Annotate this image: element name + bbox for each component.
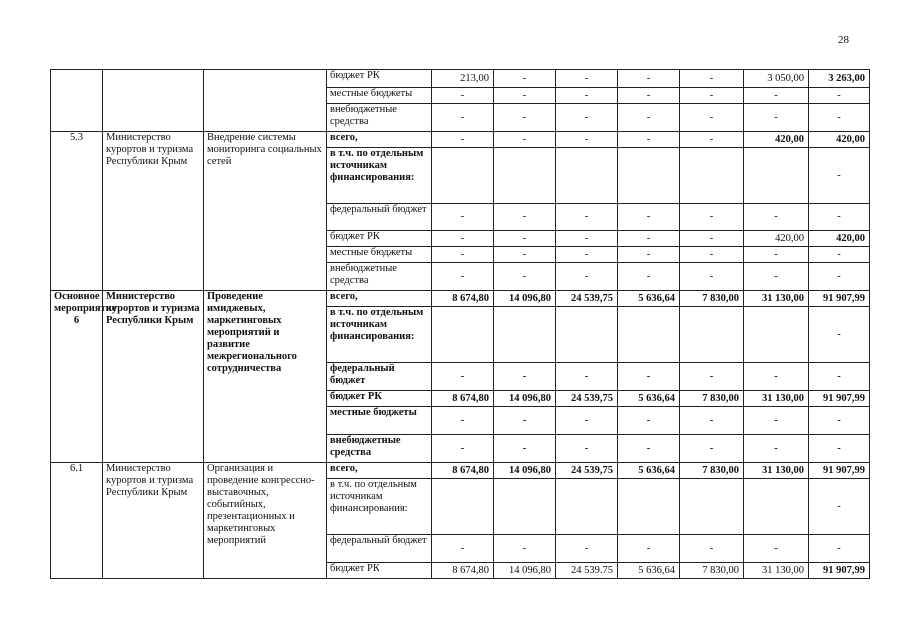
- amount-cell: -: [494, 247, 556, 263]
- amount-cell: -: [618, 407, 680, 435]
- amount-cell: -: [809, 263, 870, 291]
- amount-cell: 213,00: [432, 70, 494, 88]
- funding-source: местные бюджеты: [327, 407, 432, 435]
- amount-cell: [432, 307, 494, 363]
- funding-source: бюджет РК: [327, 391, 432, 407]
- amount-cell: 420,00: [744, 132, 809, 148]
- amount-cell: -: [680, 204, 744, 231]
- amount-cell: -: [744, 204, 809, 231]
- amount-cell: -: [744, 104, 809, 132]
- executor-cell: Министерство курортов и туризма Республики Крым: [103, 132, 204, 291]
- amount-cell: 8 674,80: [432, 463, 494, 479]
- amount-cell: -: [556, 231, 618, 247]
- amount-cell: -: [680, 70, 744, 88]
- amount-cell: -: [680, 231, 744, 247]
- funding-source: федеральный бюджет: [327, 535, 432, 563]
- amount-cell: 420,00: [809, 231, 870, 247]
- amount-cell: [744, 148, 809, 204]
- budget-table: [50, 69, 870, 579]
- amount-cell: -: [432, 535, 494, 563]
- amount-cell: -: [744, 263, 809, 291]
- amount-cell: 31 130,00: [744, 563, 809, 579]
- amount-cell: -: [680, 435, 744, 463]
- amount-cell: -: [432, 407, 494, 435]
- amount-cell: 8 674,80: [432, 291, 494, 307]
- funding-source: федеральный бюджет: [327, 204, 432, 231]
- amount-cell: -: [618, 88, 680, 104]
- measure-name: Организация и проведение конгрессно-выставочных, событийных, презентационных и маркетинговых мероприятий: [204, 463, 327, 579]
- amount-cell: -: [809, 104, 870, 132]
- amount-cell: -: [680, 535, 744, 563]
- amount-cell: -: [618, 247, 680, 263]
- amount-cell: -: [494, 132, 556, 148]
- amount-cell: 14 096,80: [494, 391, 556, 407]
- executor-cell: Министерство курортов и туризма Республики Крым: [103, 291, 204, 463]
- amount-cell: -: [494, 363, 556, 391]
- amount-cell: 91 907,99: [809, 291, 870, 307]
- amount-cell: -: [809, 407, 870, 435]
- table-row: [51, 70, 870, 88]
- amount-cell: [494, 307, 556, 363]
- amount-cell: 5 636,64: [618, 563, 680, 579]
- amount-cell: 420,00: [744, 231, 809, 247]
- amount-cell: -: [809, 435, 870, 463]
- amount-cell: [618, 307, 680, 363]
- amount-cell: 24 539.75: [556, 563, 618, 579]
- amount-cell: -: [809, 535, 870, 563]
- amount-cell: 14 096,80: [494, 463, 556, 479]
- amount-cell: 5 636,64: [618, 291, 680, 307]
- amount-cell: -: [432, 204, 494, 231]
- amount-cell: -: [494, 231, 556, 247]
- amount-cell: [494, 148, 556, 204]
- amount-cell: -: [432, 263, 494, 291]
- amount-cell: -: [556, 263, 618, 291]
- amount-cell: -: [556, 247, 618, 263]
- funding-source: внебюджетные средства: [327, 104, 432, 132]
- executor-cell: Министерство курортов и туризма Республики Крым: [103, 463, 204, 579]
- amount-cell: -: [556, 363, 618, 391]
- amount-cell: -: [618, 435, 680, 463]
- executor-cell: [103, 70, 204, 132]
- amount-cell: -: [556, 407, 618, 435]
- funding-source: местные бюджеты: [327, 247, 432, 263]
- amount-cell: [432, 148, 494, 204]
- amount-cell: 8 674,80: [432, 563, 494, 579]
- amount-cell: -: [680, 363, 744, 391]
- amount-cell: 91 907,99: [809, 463, 870, 479]
- funding-source: в т.ч. по отдельным источникам финансирования:: [327, 148, 432, 204]
- amount-cell: [744, 307, 809, 363]
- amount-cell: -: [809, 204, 870, 231]
- amount-cell: -: [556, 435, 618, 463]
- table-row: [51, 463, 870, 479]
- measure-name: Внедрение системы мониторинга социальных сетей: [204, 132, 327, 291]
- amount-cell: 24 539,75: [556, 291, 618, 307]
- amount-cell: -: [744, 88, 809, 104]
- amount-cell: [618, 148, 680, 204]
- amount-cell: -: [744, 535, 809, 563]
- amount-cell: -: [494, 435, 556, 463]
- amount-cell: -: [809, 307, 870, 363]
- measure-name: [204, 70, 327, 132]
- table-row: [51, 132, 870, 148]
- amount-cell: 7 830,00: [680, 291, 744, 307]
- amount-cell: [680, 148, 744, 204]
- amount-cell: -: [618, 70, 680, 88]
- amount-cell: -: [432, 363, 494, 391]
- amount-cell: -: [618, 231, 680, 247]
- amount-cell: -: [680, 132, 744, 148]
- amount-cell: -: [494, 204, 556, 231]
- amount-cell: -: [556, 535, 618, 563]
- budget-table-body: [51, 70, 870, 579]
- funding-source: внебюджетные средства: [327, 435, 432, 463]
- amount-cell: -: [494, 407, 556, 435]
- amount-cell: 420,00: [809, 132, 870, 148]
- funding-source: всего,: [327, 463, 432, 479]
- measure-number: 5.3: [51, 132, 103, 291]
- amount-cell: [432, 479, 494, 535]
- amount-cell: 91 907,99: [809, 563, 870, 579]
- amount-cell: -: [809, 148, 870, 204]
- measure-number: 6.1: [51, 463, 103, 579]
- amount-cell: -: [680, 263, 744, 291]
- amount-cell: -: [680, 407, 744, 435]
- amount-cell: 24 539,75: [556, 463, 618, 479]
- amount-cell: -: [809, 363, 870, 391]
- measure-number: [51, 70, 103, 132]
- amount-cell: -: [432, 88, 494, 104]
- amount-cell: -: [809, 88, 870, 104]
- page-number: 28: [838, 34, 849, 46]
- funding-source: бюджет РК: [327, 70, 432, 88]
- amount-cell: -: [556, 104, 618, 132]
- amount-cell: -: [809, 479, 870, 535]
- amount-cell: [556, 148, 618, 204]
- amount-cell: 7 830,00: [680, 463, 744, 479]
- amount-cell: 91 907,99: [809, 391, 870, 407]
- amount-cell: -: [494, 88, 556, 104]
- amount-cell: -: [494, 263, 556, 291]
- funding-source: федеральный бюджет: [327, 363, 432, 391]
- amount-cell: -: [556, 204, 618, 231]
- amount-cell: -: [432, 247, 494, 263]
- amount-cell: -: [618, 535, 680, 563]
- amount-cell: 5 636,64: [618, 463, 680, 479]
- amount-cell: [556, 479, 618, 535]
- amount-cell: 3 050,00: [744, 70, 809, 88]
- amount-cell: -: [680, 104, 744, 132]
- funding-source: бюджет РК: [327, 563, 432, 579]
- amount-cell: 14 096,80: [494, 291, 556, 307]
- amount-cell: 7 830,00: [680, 391, 744, 407]
- measure-number: Основное мероприятие 6: [51, 291, 103, 463]
- amount-cell: -: [494, 535, 556, 563]
- amount-cell: 8 674,80: [432, 391, 494, 407]
- amount-cell: 24 539,75: [556, 391, 618, 407]
- amount-cell: [680, 307, 744, 363]
- amount-cell: -: [618, 104, 680, 132]
- amount-cell: -: [432, 104, 494, 132]
- amount-cell: -: [744, 435, 809, 463]
- funding-source: бюджет РК: [327, 231, 432, 247]
- amount-cell: 31 130,00: [744, 391, 809, 407]
- amount-cell: -: [680, 247, 744, 263]
- amount-cell: -: [432, 132, 494, 148]
- table-row: [51, 291, 870, 307]
- funding-source: местные бюджеты: [327, 88, 432, 104]
- amount-cell: -: [432, 435, 494, 463]
- amount-cell: -: [809, 247, 870, 263]
- amount-cell: [680, 479, 744, 535]
- amount-cell: 31 130,00: [744, 463, 809, 479]
- amount-cell: -: [744, 247, 809, 263]
- measure-name: Проведение имиджевых, маркетинговых мероприятий и развитие межрегионального сотрудничества: [204, 291, 327, 463]
- amount-cell: -: [618, 263, 680, 291]
- amount-cell: -: [618, 204, 680, 231]
- amount-cell: -: [556, 70, 618, 88]
- amount-cell: -: [744, 363, 809, 391]
- amount-cell: -: [618, 363, 680, 391]
- funding-source: всего,: [327, 291, 432, 307]
- amount-cell: 3 263,00: [809, 70, 870, 88]
- amount-cell: -: [680, 88, 744, 104]
- amount-cell: 5 636,64: [618, 391, 680, 407]
- amount-cell: -: [744, 407, 809, 435]
- funding-source: внебюджетные средства: [327, 263, 432, 291]
- amount-cell: [556, 307, 618, 363]
- funding-source: в т.ч. по отдельным источникам финансирования:: [327, 307, 432, 363]
- amount-cell: -: [432, 231, 494, 247]
- funding-source: в т.ч. по отдельным источникам финансирования:: [327, 479, 432, 535]
- amount-cell: [744, 479, 809, 535]
- amount-cell: -: [494, 70, 556, 88]
- amount-cell: -: [618, 132, 680, 148]
- amount-cell: 31 130,00: [744, 291, 809, 307]
- amount-cell: 7 830,00: [680, 563, 744, 579]
- funding-source: всего,: [327, 132, 432, 148]
- amount-cell: -: [556, 88, 618, 104]
- amount-cell: [494, 479, 556, 535]
- amount-cell: -: [494, 104, 556, 132]
- amount-cell: 14 096,80: [494, 563, 556, 579]
- amount-cell: -: [556, 132, 618, 148]
- amount-cell: [618, 479, 680, 535]
